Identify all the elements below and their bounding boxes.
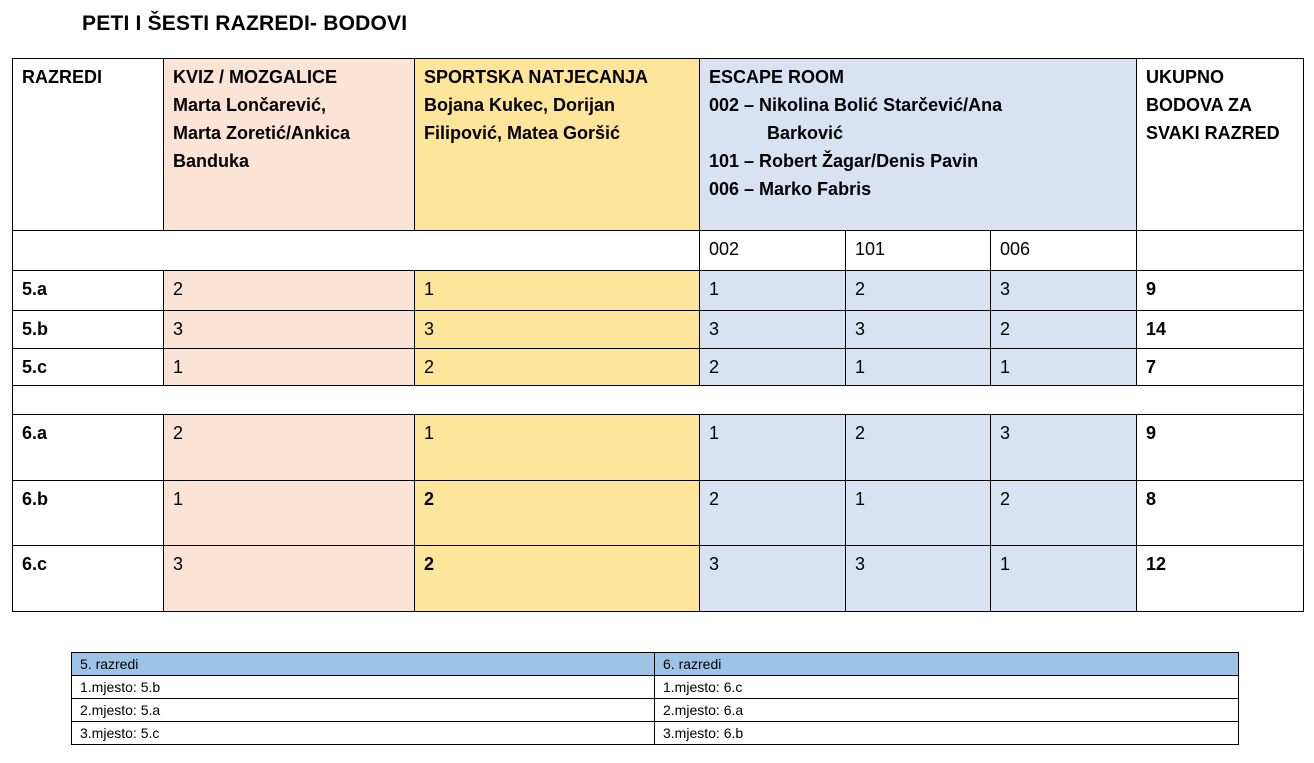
cell-kviz: 3 xyxy=(164,311,415,349)
cell-kviz: 2 xyxy=(164,415,415,481)
page-title: PETI I ŠESTI RAZREDI- BODOVI xyxy=(82,12,408,35)
header-escape-line: 002 – Nikolina Bolić Starčević/Ana xyxy=(709,95,1003,115)
cell-sport: 3 xyxy=(415,311,700,349)
cell-escape-006: 1 xyxy=(991,349,1137,386)
header-escape-line: 006 – Marko Fabris xyxy=(709,179,872,199)
ranking-cell: 1.mjesto: 5.b xyxy=(72,676,655,699)
cell-razred: 6.c xyxy=(13,546,164,612)
header-ukupno-line: BODOVA ZA xyxy=(1146,95,1252,115)
subheader-ukupno-empty xyxy=(1137,231,1304,271)
ranking-row xyxy=(72,722,1239,745)
ranking-cell: 3.mjesto: 6.b xyxy=(655,722,1239,745)
ranking-header: 6. razredi xyxy=(655,653,1239,676)
header-row xyxy=(13,59,1304,231)
cell-escape-002: 1 xyxy=(700,415,846,481)
cell-kviz: 3 xyxy=(164,546,415,612)
header-sport-title: SPORTSKA NATJECANJA xyxy=(424,67,649,87)
cell-kviz: 2 xyxy=(164,271,415,311)
subheader-row xyxy=(13,231,1304,271)
spacer-cell xyxy=(13,386,1304,415)
header-kviz xyxy=(164,59,415,231)
header-razredi: RAZREDI xyxy=(13,59,164,231)
points-table xyxy=(12,58,1304,612)
cell-sport: 2 xyxy=(415,349,700,386)
subheader-101: 101 xyxy=(846,231,991,271)
cell-sport: 1 xyxy=(415,271,700,311)
cell-ukupno: 9 xyxy=(1137,415,1304,481)
cell-escape-101: 1 xyxy=(846,481,991,546)
table-row xyxy=(13,481,1304,546)
ranking-header-row xyxy=(72,653,1239,676)
subheader-002: 002 xyxy=(700,231,846,271)
header-sport-line: Bojana Kukec, Dorijan xyxy=(424,95,616,115)
header-escape-title: ESCAPE ROOM xyxy=(709,67,845,87)
cell-escape-006: 3 xyxy=(991,271,1137,311)
header-ukupno xyxy=(1137,59,1304,231)
cell-escape-101: 2 xyxy=(846,271,991,311)
cell-escape-002: 1 xyxy=(700,271,846,311)
subheader-006: 006 xyxy=(991,231,1137,271)
ranking-cell: 2.mjesto: 6.a xyxy=(655,699,1239,722)
table-row xyxy=(13,349,1304,386)
table-row xyxy=(13,546,1304,612)
cell-ukupno: 7 xyxy=(1137,349,1304,386)
header-kviz-line: Marta Zoretić/Ankica xyxy=(173,123,351,143)
cell-razred: 5.c xyxy=(13,349,164,386)
spacer-row xyxy=(13,386,1304,415)
header-kviz-line: Marta Lončarević, xyxy=(173,95,327,115)
cell-razred: 5.b xyxy=(13,311,164,349)
cell-sport: 1 xyxy=(415,415,700,481)
ranking-row xyxy=(72,699,1239,722)
ranking-table xyxy=(71,652,1239,745)
cell-razred: 6.b xyxy=(13,481,164,546)
cell-razred: 6.a xyxy=(13,415,164,481)
cell-ukupno: 14 xyxy=(1137,311,1304,349)
subheader-empty xyxy=(13,231,700,271)
cell-sport: 2 xyxy=(415,546,700,612)
cell-sport: 2 xyxy=(415,481,700,546)
header-kviz-line: Banduka xyxy=(173,151,250,171)
cell-escape-002: 3 xyxy=(700,546,846,612)
ranking-cell: 3.mjesto: 5.c xyxy=(72,722,655,745)
cell-razred: 5.a xyxy=(13,271,164,311)
cell-escape-101: 2 xyxy=(846,415,991,481)
table-row xyxy=(13,271,1304,311)
cell-escape-101: 3 xyxy=(846,311,991,349)
cell-kviz: 1 xyxy=(164,349,415,386)
header-sport-line: Filipović, Matea Goršić xyxy=(424,123,621,143)
header-escape-line: 101 – Robert Žagar/Denis Pavin xyxy=(709,151,979,171)
cell-ukupno: 9 xyxy=(1137,271,1304,311)
table-row xyxy=(13,311,1304,349)
ranking-cell: 1.mjesto: 6.c xyxy=(655,676,1239,699)
cell-escape-006: 2 xyxy=(991,481,1137,546)
header-escape-line: Barković xyxy=(767,123,844,143)
cell-escape-002: 3 xyxy=(700,311,846,349)
header-kviz-title: KVIZ / MOZGALICE xyxy=(173,67,337,87)
header-ukupno-line: UKUPNO xyxy=(1146,67,1225,87)
cell-kviz: 1 xyxy=(164,481,415,546)
header-sport xyxy=(415,59,700,231)
cell-escape-006: 2 xyxy=(991,311,1137,349)
ranking-cell: 2.mjesto: 5.a xyxy=(72,699,655,722)
header-escape xyxy=(700,59,1137,231)
cell-ukupno: 8 xyxy=(1137,481,1304,546)
cell-ukupno: 12 xyxy=(1137,546,1304,612)
ranking-header: 5. razredi xyxy=(72,653,655,676)
cell-escape-101: 1 xyxy=(846,349,991,386)
cell-escape-006: 1 xyxy=(991,546,1137,612)
table-row xyxy=(13,415,1304,481)
ranking-row xyxy=(72,676,1239,699)
header-ukupno-line: SVAKI RAZRED xyxy=(1146,123,1280,143)
cell-escape-006: 3 xyxy=(991,415,1137,481)
cell-escape-101: 3 xyxy=(846,546,991,612)
cell-escape-002: 2 xyxy=(700,349,846,386)
cell-escape-002: 2 xyxy=(700,481,846,546)
